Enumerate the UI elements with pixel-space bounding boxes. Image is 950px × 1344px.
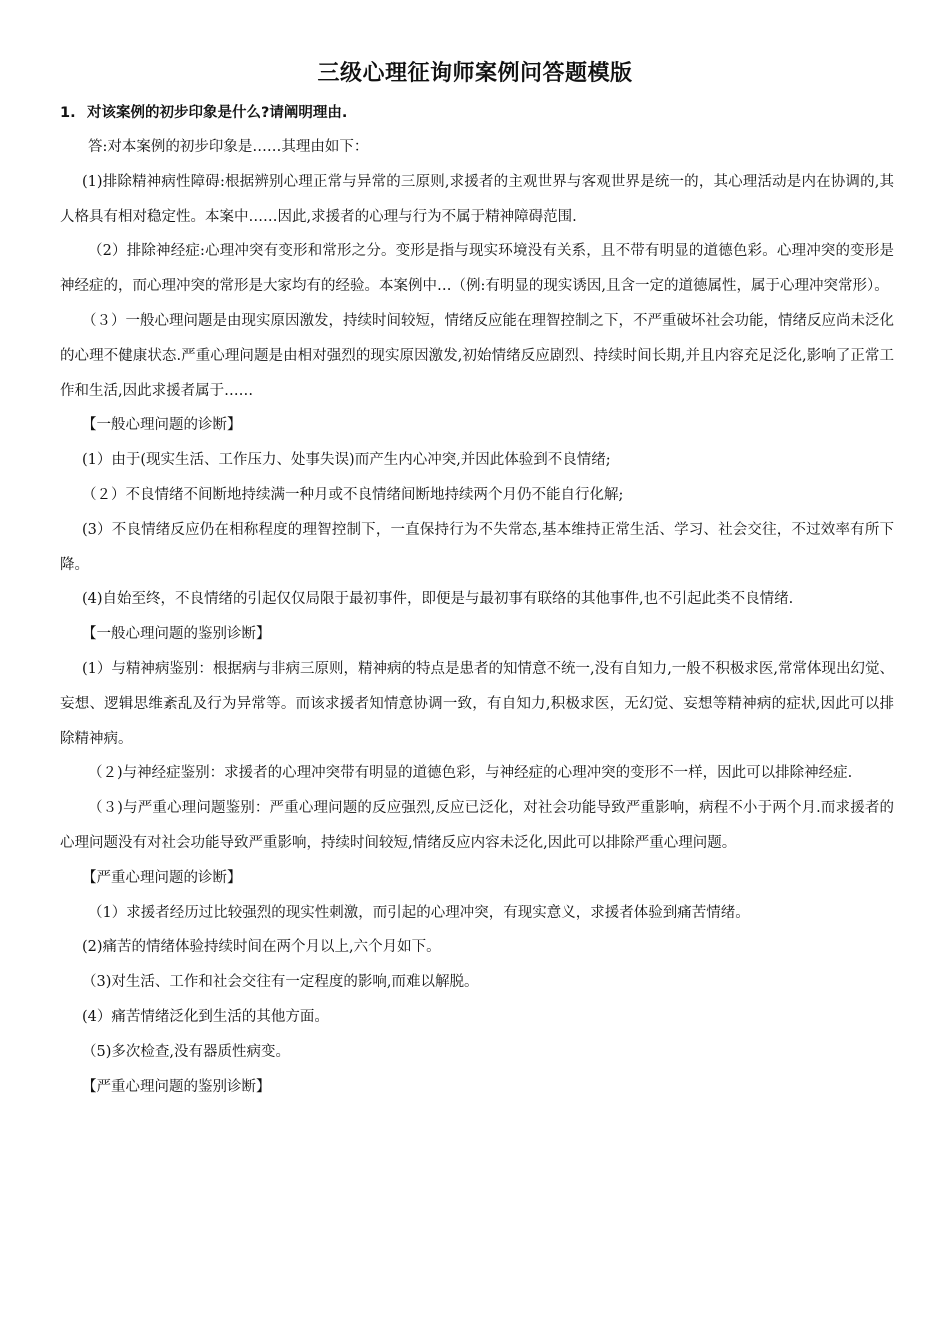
answer-intro: 答:对本案例的初步印象是……其理由如下： bbox=[88, 139, 369, 155]
list-item: （1）求援者经历过比较强烈的现实性刺激，而引起的心理冲突，有现实意义，求援者体验到痛苦情绪。 bbox=[88, 904, 750, 921]
list-item: （３)与严重心理问题鉴别：严重心理问题的反应强烈,反应已泛化，对社会功能导致严重影响，病程不小于两个月.而求援者的心理问题没有对社会功能导致严重影响，持续时间较短,情绪反应内容未泛化,因此可以排除严重心理问题。 bbox=[60, 800, 894, 851]
section-heading-severe-differential: 【严重心理问题的鉴别诊断】 bbox=[82, 1078, 271, 1095]
list-item: (1）由于(现实生活、工作压力、处事失误)而产生内心冲突,并因此体验到不良情绪; bbox=[82, 452, 611, 469]
section-heading-severe-diagnosis: 【严重心理问题的诊断】 bbox=[82, 869, 242, 886]
section-heading-general-differential: 【一般心理问题的鉴别诊断】 bbox=[82, 626, 271, 643]
list-item: (3）不良情绪反应仍在相称程度的理智控制下，一直保持行为不失常态,基本维持正常生活、学习、社会交往，不过效率有所下降。 bbox=[60, 521, 894, 573]
list-item: (1）与精神病鉴别：根据病与非病三原则，精神病的特点是患者的知情意不统一,没有自知力,一般不积极求医,常常体现出幻觉、妄想、逻辑思维紊乱及行为异常等。而该求援者知情意协调一致，有自知力,积极求医，无幻觉、妄想等精神病的症状,因此可以排除精神病。 bbox=[60, 660, 894, 747]
list-item: （5)多次检查,没有器质性病变。 bbox=[82, 1043, 290, 1060]
list-item: （２）不良情绪不间断地持续满一种月或不良情绪间断地持续两个月仍不能自行化解; bbox=[82, 486, 624, 503]
paragraph-exclude-psychosis: (1)排除精神病性障碍:根据辨别心理正常与异常的三原则,求援者的主观世界与客观世界是统一的，其心理活动是内在协调的,其人格具有相对稳定性。本案中……因此,求援者的心理与行为不属于精神障碍范围. bbox=[60, 173, 894, 225]
list-item: （２)与神经症鉴别：求援者的心理冲突带有明显的道德色彩，与神经症的心理冲突的变形不一样，因此可以排除神经症. bbox=[88, 765, 853, 782]
list-item: (4）痛苦情绪泛化到生活的其他方面。 bbox=[82, 1008, 329, 1025]
paragraph-problem-definition: （３）一般心理问题是由现实原因激发，持续时间较短，情绪反应能在理智控制之下，不严重破坏社会功能，情绪反应尚未泛化的心理不健康状态.严重心理问题是由相对强烈的现实原因激发,初始情绪反应剧烈、持续时间长期,并且内容充足泛化,影响了正常工作和生活,因此求援者属于…… bbox=[60, 312, 894, 399]
question-text: 对该案例的初步印象是什么?请阐明理由. bbox=[87, 105, 348, 121]
question-number: 1. bbox=[60, 105, 76, 121]
list-item: (4)自始至终，不良情绪的引起仅仅局限于最初事件，即便是与最初事有联络的其他事件,也不引起此类不良情绪. bbox=[82, 591, 794, 608]
question-heading bbox=[60, 101, 347, 125]
paragraph-exclude-neurosis: （2）排除神经症:心理冲突有变形和常形之分。变形是指与现实环境没有关系，且不带有明显的道德色彩。心理冲突的变形是神经症的，而心理冲突的常形是大家均有的经验。本案例中…（例:有明显的现实诱因,且含一定的道德属性，属于心理冲突常形）。 bbox=[60, 243, 894, 295]
document-body bbox=[60, 130, 894, 1104]
list-item: (2)痛苦的情绪体验持续时间在两个月以上,六个月如下。 bbox=[82, 939, 441, 956]
list-item: （3)对生活、工作和社会交往有一定程度的影响,而难以解脱。 bbox=[82, 974, 479, 991]
document-title: 三级心理征询师案例问答题模版 bbox=[317, 61, 633, 86]
section-heading-general-diagnosis: 【一般心理问题的诊断】 bbox=[82, 417, 242, 434]
